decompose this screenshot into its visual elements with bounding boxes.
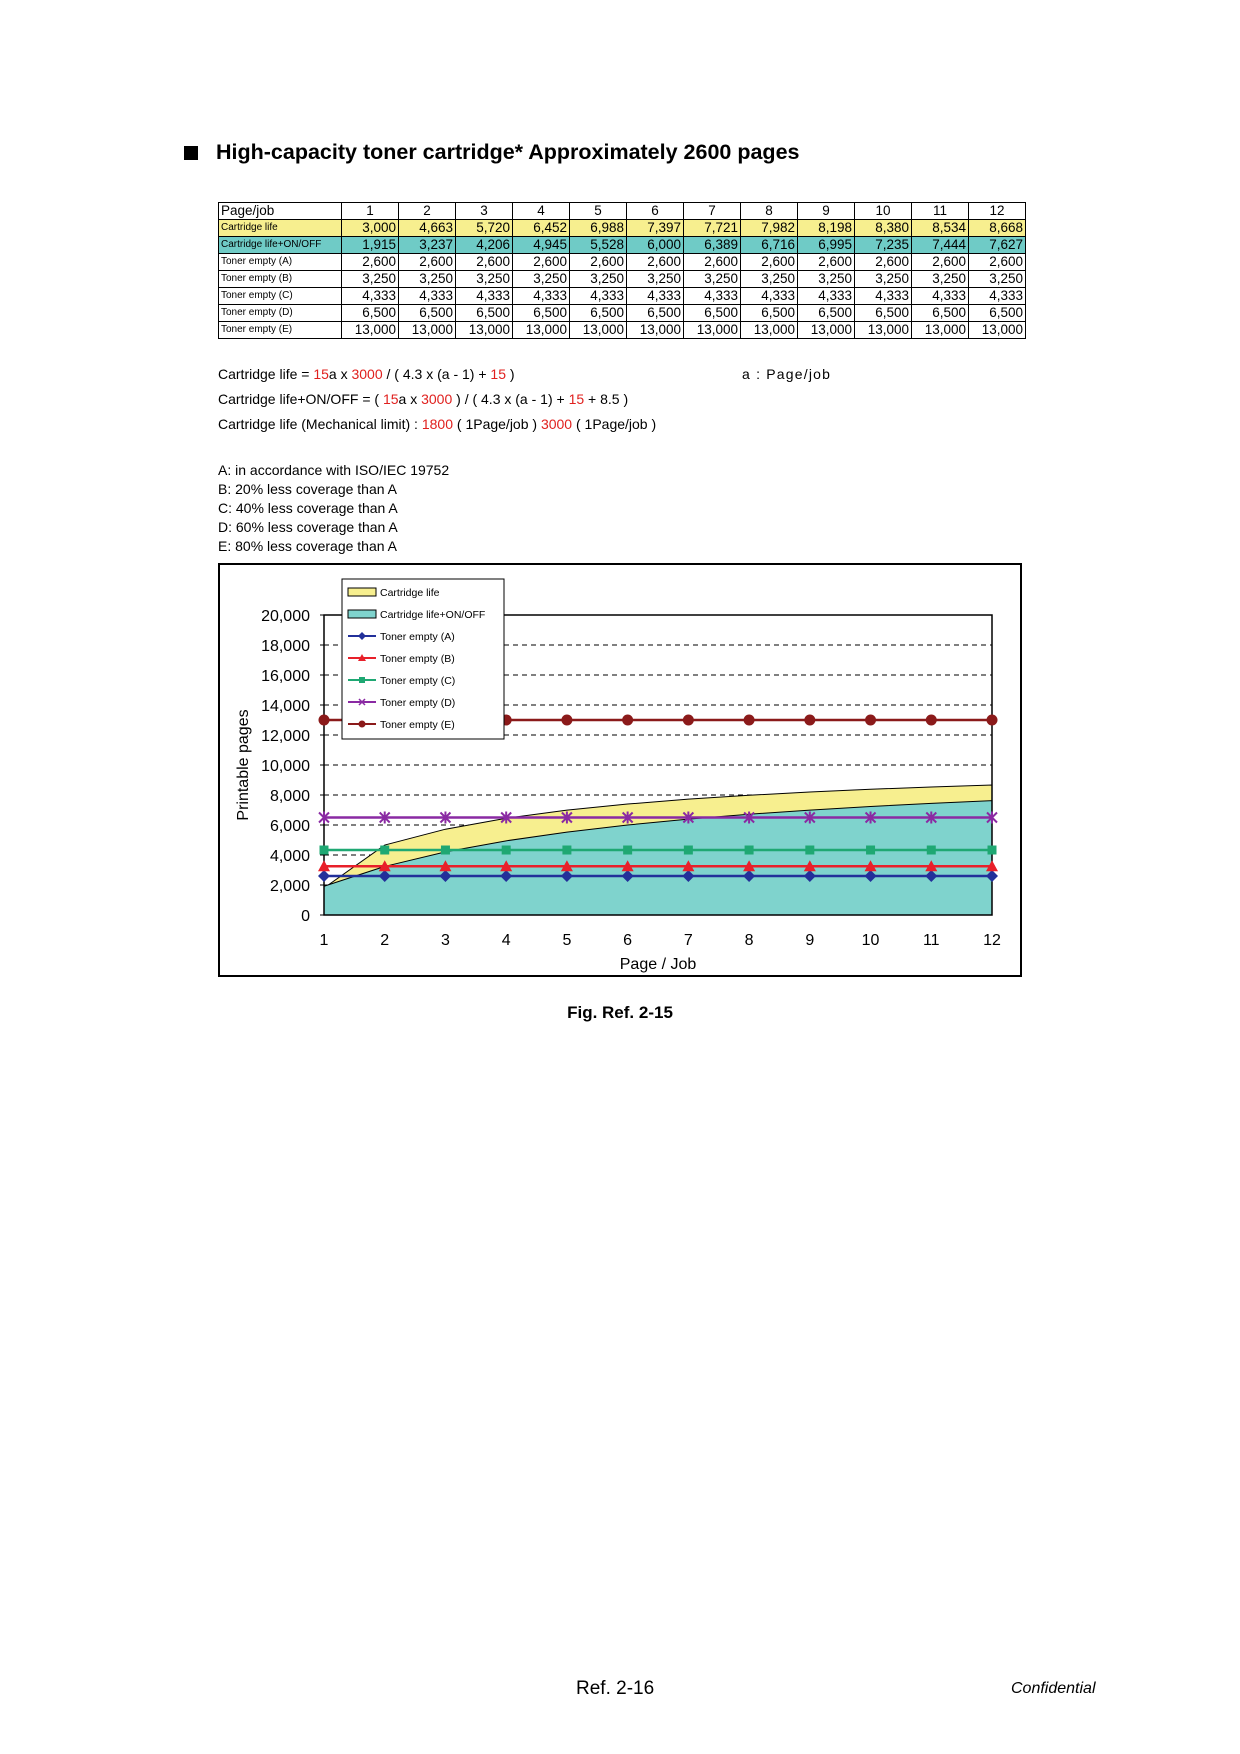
table-cell: 2,600 bbox=[342, 254, 399, 271]
legend-label: Toner empty (A) bbox=[380, 631, 455, 643]
x-tick-label: 4 bbox=[501, 932, 511, 949]
coverage-notes bbox=[218, 461, 449, 556]
table-cell: 13,000 bbox=[627, 322, 684, 339]
table-cell: 5,528 bbox=[570, 237, 627, 254]
table-cell: 13,000 bbox=[684, 322, 741, 339]
figure-caption: Fig. Ref. 2-15 bbox=[567, 1003, 673, 1022]
table-cell: 6,500 bbox=[684, 305, 741, 322]
table-cell: 3,250 bbox=[627, 271, 684, 288]
table-cell: 8,380 bbox=[855, 220, 912, 237]
data-point bbox=[320, 846, 329, 855]
column-header: 8 bbox=[741, 203, 798, 220]
legend-label: Toner empty (D) bbox=[380, 697, 456, 709]
data-point bbox=[865, 715, 876, 726]
note-c: C: 40% less coverage than A bbox=[218, 500, 398, 516]
square-bullet-icon bbox=[184, 146, 198, 160]
data-point bbox=[684, 846, 693, 855]
formula-mechanical-limit: Cartridge life (Mechanical limit) : 1800 ( 1Page/job ) 3000 ( 1Page/job ) bbox=[218, 416, 657, 432]
table-cell: 3,250 bbox=[513, 271, 570, 288]
table-cell: 3,250 bbox=[399, 271, 456, 288]
x-tick-label: 9 bbox=[805, 932, 815, 949]
printable-pages-chart bbox=[220, 565, 1020, 975]
column-header: 6 bbox=[627, 203, 684, 220]
table-cell: 4,333 bbox=[684, 288, 741, 305]
table-cell: 4,945 bbox=[513, 237, 570, 254]
table-cell: 6,995 bbox=[798, 237, 855, 254]
note-e: E: 80% less coverage than A bbox=[218, 538, 397, 554]
legend-label: Cartridge life bbox=[380, 587, 440, 599]
legend-swatch bbox=[348, 588, 376, 596]
table-cell: 6,500 bbox=[513, 305, 570, 322]
table-cell: 8,668 bbox=[969, 220, 1026, 237]
table-cell: 13,000 bbox=[513, 322, 570, 339]
table-cell: 6,389 bbox=[684, 237, 741, 254]
table-row bbox=[219, 288, 1026, 305]
column-header: 2 bbox=[399, 203, 456, 220]
table-cell: 13,000 bbox=[969, 322, 1026, 339]
table-cell: 6,988 bbox=[570, 220, 627, 237]
note-a: A: in accordance with ISO/IEC 19752 bbox=[218, 462, 450, 478]
table-cell: 6,500 bbox=[399, 305, 456, 322]
column-header: 7 bbox=[684, 203, 741, 220]
table-cell: 3,250 bbox=[969, 271, 1026, 288]
row-label: Toner empty (E) bbox=[219, 322, 342, 339]
row-label: Toner empty (A) bbox=[219, 254, 342, 271]
table-cell: 3,250 bbox=[456, 271, 513, 288]
legend-marker bbox=[359, 677, 365, 683]
table-row bbox=[219, 322, 1026, 339]
x-tick-label: 10 bbox=[861, 932, 880, 949]
table-cell: 6,716 bbox=[741, 237, 798, 254]
column-header: 9 bbox=[798, 203, 855, 220]
table-cell: 6,500 bbox=[912, 305, 969, 322]
table-cell: 13,000 bbox=[855, 322, 912, 339]
x-tick-label: 7 bbox=[683, 932, 693, 949]
data-point bbox=[866, 846, 875, 855]
table-cell: 2,600 bbox=[399, 254, 456, 271]
page-variable-legend: a : Page/job bbox=[742, 366, 832, 382]
table-cell: 3,250 bbox=[684, 271, 741, 288]
x-axis-label: Page / Job bbox=[619, 956, 697, 973]
x-tick-label: 5 bbox=[562, 932, 572, 949]
note-d: D: 60% less coverage than A bbox=[218, 519, 398, 535]
table-cell: 2,600 bbox=[627, 254, 684, 271]
table-cell: 13,000 bbox=[342, 322, 399, 339]
table-cell: 3,250 bbox=[855, 271, 912, 288]
chart-frame bbox=[218, 563, 1022, 977]
y-tick-label: 6,000 bbox=[269, 818, 310, 835]
table-cell: 2,600 bbox=[798, 254, 855, 271]
y-tick-label: 2,000 bbox=[269, 878, 310, 895]
y-tick-label: 10,000 bbox=[261, 758, 310, 775]
data-point bbox=[562, 846, 571, 855]
table-cell: 6,500 bbox=[570, 305, 627, 322]
table-row bbox=[219, 237, 1026, 254]
table-cell: 13,000 bbox=[399, 322, 456, 339]
column-header: 12 bbox=[969, 203, 1026, 220]
page-number: Ref. 2-16 bbox=[576, 1678, 655, 1699]
table-cell: 2,600 bbox=[969, 254, 1026, 271]
y-tick-label: 18,000 bbox=[261, 638, 310, 655]
data-point bbox=[318, 870, 330, 882]
table-cell: 13,000 bbox=[741, 322, 798, 339]
header-label: Page/job bbox=[219, 203, 342, 220]
legend-label: Toner empty (B) bbox=[380, 653, 455, 665]
table-cell: 6,452 bbox=[513, 220, 570, 237]
section-heading bbox=[184, 140, 799, 165]
table-row bbox=[219, 254, 1026, 271]
table-cell: 3,250 bbox=[798, 271, 855, 288]
table-cell: 3,000 bbox=[342, 220, 399, 237]
table-cell: 5,720 bbox=[456, 220, 513, 237]
legend-label: Toner empty (C) bbox=[380, 675, 456, 687]
y-tick-label: 0 bbox=[301, 908, 310, 925]
column-header: 4 bbox=[513, 203, 570, 220]
y-tick-label: 16,000 bbox=[261, 668, 310, 685]
row-label: Toner empty (C) bbox=[219, 288, 342, 305]
table-cell: 7,982 bbox=[741, 220, 798, 237]
formula-cartridge-life-onoff: Cartridge life+ON/OFF = ( 15a x 3000 ) / ( 4.3 x (a - 1) + 15 + 8.5 ) bbox=[218, 391, 629, 407]
table-cell: 2,600 bbox=[513, 254, 570, 271]
y-tick-label: 14,000 bbox=[261, 698, 310, 715]
table-cell: 6,500 bbox=[855, 305, 912, 322]
table-cell: 3,250 bbox=[912, 271, 969, 288]
table-cell: 2,600 bbox=[912, 254, 969, 271]
note-b: B: 20% less coverage than A bbox=[218, 481, 397, 497]
table-cell: 13,000 bbox=[912, 322, 969, 339]
table-cell: 6,500 bbox=[342, 305, 399, 322]
table-cell: 7,235 bbox=[855, 237, 912, 254]
data-point bbox=[561, 715, 572, 726]
table-header-row bbox=[219, 203, 1026, 220]
table-row bbox=[219, 271, 1026, 288]
data-point bbox=[988, 846, 997, 855]
data-point bbox=[745, 846, 754, 855]
table-cell: 3,237 bbox=[399, 237, 456, 254]
table-cell: 2,600 bbox=[855, 254, 912, 271]
row-label: Cartridge life+ON/OFF bbox=[219, 237, 342, 254]
table-cell: 6,500 bbox=[456, 305, 513, 322]
table-cell: 2,600 bbox=[456, 254, 513, 271]
table-cell: 7,721 bbox=[684, 220, 741, 237]
table-row bbox=[219, 220, 1026, 237]
table-cell: 2,600 bbox=[684, 254, 741, 271]
data-point bbox=[622, 715, 633, 726]
x-tick-label: 3 bbox=[441, 932, 450, 949]
table-row bbox=[219, 305, 1026, 322]
x-tick-label: 11 bbox=[922, 932, 940, 949]
column-header: 3 bbox=[456, 203, 513, 220]
data-point bbox=[987, 715, 998, 726]
table-cell: 3,250 bbox=[342, 271, 399, 288]
data-point bbox=[380, 846, 389, 855]
formula-cartridge-life: Cartridge life = 15a x 3000 / ( 4.3 x (a - 1) + 15 ) bbox=[218, 366, 515, 382]
table-cell: 4,206 bbox=[456, 237, 513, 254]
column-header: 10 bbox=[855, 203, 912, 220]
table-cell: 4,333 bbox=[513, 288, 570, 305]
legend-label: Toner empty (E) bbox=[380, 719, 455, 731]
confidential-label: Confidential bbox=[1011, 1680, 1096, 1697]
data-point bbox=[805, 846, 814, 855]
data-point bbox=[926, 715, 937, 726]
row-label: Cartridge life bbox=[219, 220, 342, 237]
table-cell: 7,444 bbox=[912, 237, 969, 254]
x-tick-label: 6 bbox=[623, 932, 633, 949]
table-cell: 6,000 bbox=[627, 237, 684, 254]
legend-label: Cartridge life+ON/OFF bbox=[380, 609, 486, 621]
table-cell: 13,000 bbox=[456, 322, 513, 339]
data-point bbox=[927, 846, 936, 855]
column-header: 1 bbox=[342, 203, 399, 220]
data-point bbox=[623, 846, 632, 855]
table-cell: 4,333 bbox=[627, 288, 684, 305]
data-point bbox=[683, 715, 694, 726]
table-cell: 13,000 bbox=[798, 322, 855, 339]
legend-swatch bbox=[348, 610, 376, 618]
data-point bbox=[441, 846, 450, 855]
table-cell: 4,333 bbox=[798, 288, 855, 305]
y-tick-label: 8,000 bbox=[269, 788, 310, 805]
y-tick-label: 12,000 bbox=[261, 728, 310, 745]
y-axis-label: Printable pages bbox=[235, 709, 252, 821]
table-cell: 6,500 bbox=[741, 305, 798, 322]
x-tick-label: 12 bbox=[983, 932, 1001, 949]
data-point bbox=[502, 846, 511, 855]
x-tick-label: 1 bbox=[319, 932, 329, 949]
row-label: Toner empty (B) bbox=[219, 271, 342, 288]
cartridge-life-table bbox=[218, 202, 1026, 339]
table-cell: 4,333 bbox=[399, 288, 456, 305]
column-header: 5 bbox=[570, 203, 627, 220]
data-point bbox=[319, 715, 330, 726]
table-cell: 2,600 bbox=[741, 254, 798, 271]
table-cell: 8,534 bbox=[912, 220, 969, 237]
table-cell: 6,500 bbox=[627, 305, 684, 322]
data-point bbox=[744, 715, 755, 726]
table-cell: 1,915 bbox=[342, 237, 399, 254]
table-cell: 4,663 bbox=[399, 220, 456, 237]
table-cell: 7,627 bbox=[969, 237, 1026, 254]
y-tick-label: 20,000 bbox=[261, 608, 310, 625]
x-tick-label: 8 bbox=[744, 932, 754, 949]
table-cell: 4,333 bbox=[912, 288, 969, 305]
y-tick-label: 4,000 bbox=[269, 848, 310, 865]
table-cell: 4,333 bbox=[969, 288, 1026, 305]
data-point bbox=[804, 715, 815, 726]
table-cell: 4,333 bbox=[456, 288, 513, 305]
table-cell: 3,250 bbox=[741, 271, 798, 288]
table-cell: 7,397 bbox=[627, 220, 684, 237]
table-cell: 13,000 bbox=[570, 322, 627, 339]
table-cell: 4,333 bbox=[570, 288, 627, 305]
table-cell: 2,600 bbox=[570, 254, 627, 271]
table-cell: 3,250 bbox=[570, 271, 627, 288]
legend-marker bbox=[359, 721, 366, 728]
table-cell: 6,500 bbox=[969, 305, 1026, 322]
x-tick-label: 2 bbox=[380, 932, 390, 949]
heading-text: High-capacity toner cartridge* Approximately 2600 pages bbox=[216, 140, 800, 164]
table-cell: 6,500 bbox=[798, 305, 855, 322]
table-cell: 8,198 bbox=[798, 220, 855, 237]
row-label: Toner empty (D) bbox=[219, 305, 342, 322]
column-header: 11 bbox=[912, 203, 969, 220]
table-cell: 4,333 bbox=[741, 288, 798, 305]
table-cell: 4,333 bbox=[342, 288, 399, 305]
table-cell: 4,333 bbox=[855, 288, 912, 305]
